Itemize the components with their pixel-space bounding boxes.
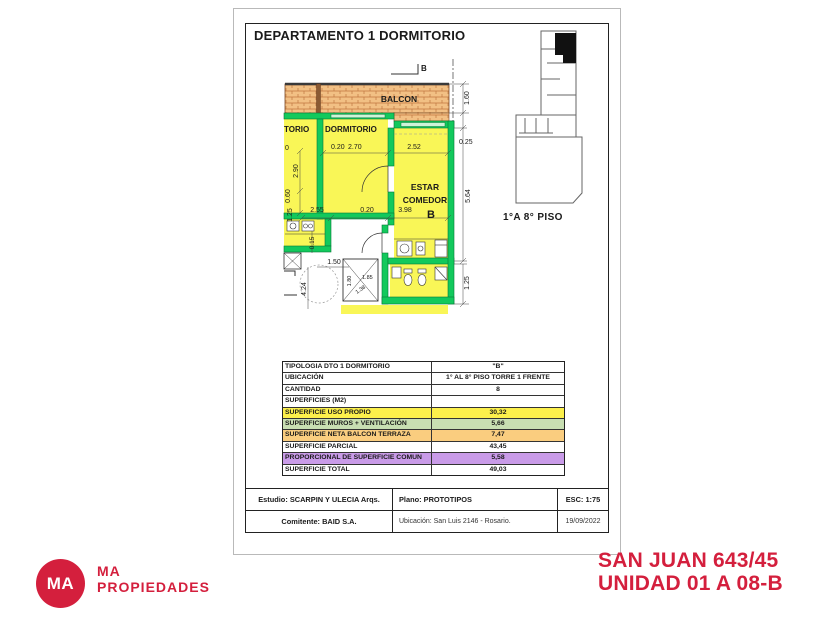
- svg-text:1.38: 1.38: [354, 284, 367, 296]
- row-label: UBICACIÓN: [283, 373, 432, 383]
- table-row: [283, 395, 564, 406]
- titleblock-ubicacion: Ubicación: San Luis 2146 - Rosario.: [393, 511, 558, 533]
- row-value: 5,66: [491, 419, 505, 427]
- unit-letter: B: [427, 209, 435, 221]
- table-row: [283, 407, 564, 418]
- sink-icon: [397, 241, 412, 256]
- row-label: SUPERFICIE MUROS + VENTILACIÓN: [283, 419, 432, 429]
- section-marker-line: [391, 64, 418, 74]
- row-label: PROPORCIONAL DE SUPERFICIE COMUN: [283, 453, 432, 463]
- titleblock: [245, 488, 609, 533]
- svg-text:1.60: 1.60: [464, 91, 471, 105]
- svg-text:5.64: 5.64: [465, 189, 472, 203]
- svg-text:1.50: 1.50: [327, 259, 341, 266]
- titleblock-fecha: 19/09/2022: [565, 517, 601, 525]
- svg-text:1.85: 1.85: [362, 275, 373, 281]
- table-row: [283, 372, 564, 383]
- estar-label-1: ESTAR: [410, 182, 440, 192]
- svg-text:0.20: 0.20: [331, 144, 345, 151]
- shaft-box: [284, 253, 301, 269]
- svg-text:2.55: 2.55: [310, 207, 324, 214]
- bidet-icon: [418, 275, 426, 286]
- table-row: [283, 464, 564, 475]
- floorplan: [279, 56, 479, 318]
- titleblock-estudio: Estudio: SCARPIN Y ULECIA Arqs.: [246, 489, 393, 511]
- row-value: 5,58: [491, 454, 505, 462]
- table-row: [283, 452, 564, 463]
- dormitorio-label: DORMITORIO: [325, 125, 377, 134]
- balcony-divider-wall: [317, 84, 321, 113]
- balcony-label: BALCON: [380, 94, 418, 104]
- row-value: 7,47: [491, 431, 505, 439]
- table-row: [283, 384, 564, 395]
- brand-name: [97, 563, 210, 595]
- surface-table: [282, 361, 565, 476]
- table-row: [283, 441, 564, 452]
- svg-text:0.15: 0.15: [309, 236, 316, 250]
- page-title: DEPARTAMENTO 1 DORMITORIO: [254, 28, 466, 43]
- titleblock-plano: Plano: PROTOTIPOS: [393, 489, 558, 511]
- project-address-line1: SAN JUAN 643/45: [598, 549, 779, 572]
- svg-text:3.98: 3.98: [398, 207, 412, 214]
- keyplan-highlighted-unit: [555, 33, 576, 63]
- keyplan: [503, 25, 603, 223]
- row-label: SUPERFICIE PARCIAL: [283, 442, 432, 452]
- row-label: CANTIDAD: [283, 385, 432, 395]
- titleblock-comitente: Comitente: BAID S.A.: [246, 511, 393, 533]
- row-label: SUPERFICIE NETA BALCON TERRAZA: [283, 430, 432, 440]
- project-address-line2: UNIDAD 01 A 08-B: [598, 572, 783, 595]
- svg-text:1.25: 1.25: [464, 276, 471, 290]
- neighbor-dim-partial: 0: [285, 145, 289, 152]
- row-value: [432, 396, 564, 406]
- svg-text:1.25: 1.25: [287, 208, 294, 222]
- brand-logo: MA: [36, 559, 85, 608]
- row-label: SUPERFICIE USO PROPIO: [283, 408, 432, 418]
- row-value: "B": [492, 363, 504, 370]
- table-row: [283, 429, 564, 440]
- svg-text:1.80: 1.80: [347, 275, 353, 287]
- brand-name-line1: MA: [97, 563, 121, 579]
- row-value: 30,32: [489, 408, 507, 416]
- estar-label-2: COMEDOR: [402, 195, 448, 205]
- table-row: [283, 418, 564, 429]
- svg-text:0.25: 0.25: [459, 139, 473, 146]
- neighbor-room-label: TORIO: [284, 125, 310, 134]
- row-label: SUPERFICIE TOTAL: [283, 465, 432, 475]
- svg-text:4.24: 4.24: [301, 282, 308, 296]
- row-value: 49,03: [489, 465, 507, 473]
- keyplan-caption: 1°A 8° PISO: [503, 212, 563, 223]
- plan-sheet: [233, 8, 621, 555]
- svg-text:2.52: 2.52: [407, 144, 421, 151]
- titleblock-escala: ESC: 1:75: [558, 489, 608, 511]
- toilet-icon: [404, 275, 412, 286]
- washer-icon: [392, 267, 401, 278]
- row-label: SUPERFICIES (M2): [283, 396, 432, 406]
- section-marker-label: B: [421, 64, 427, 73]
- keyplan-drawing: [503, 25, 598, 205]
- svg-text:2.90: 2.90: [293, 164, 300, 178]
- row-label: TIPOLOGIA DTO 1 DORMITORIO: [283, 362, 432, 372]
- row-value: 8: [496, 385, 500, 393]
- hall-walls: [284, 271, 297, 295]
- brand-name-line2: PROPIEDADES: [97, 579, 210, 595]
- project-address: [598, 549, 783, 595]
- table-row: [283, 362, 564, 372]
- row-value: 43,45: [489, 442, 507, 450]
- svg-text:0.20: 0.20: [360, 207, 374, 214]
- row-value: 1° AL 8° PISO TORRE 1 FRENTE: [446, 374, 550, 382]
- svg-text:0.60: 0.60: [285, 189, 292, 203]
- svg-text:2.70: 2.70: [348, 144, 362, 151]
- fridge-icon: [435, 240, 447, 257]
